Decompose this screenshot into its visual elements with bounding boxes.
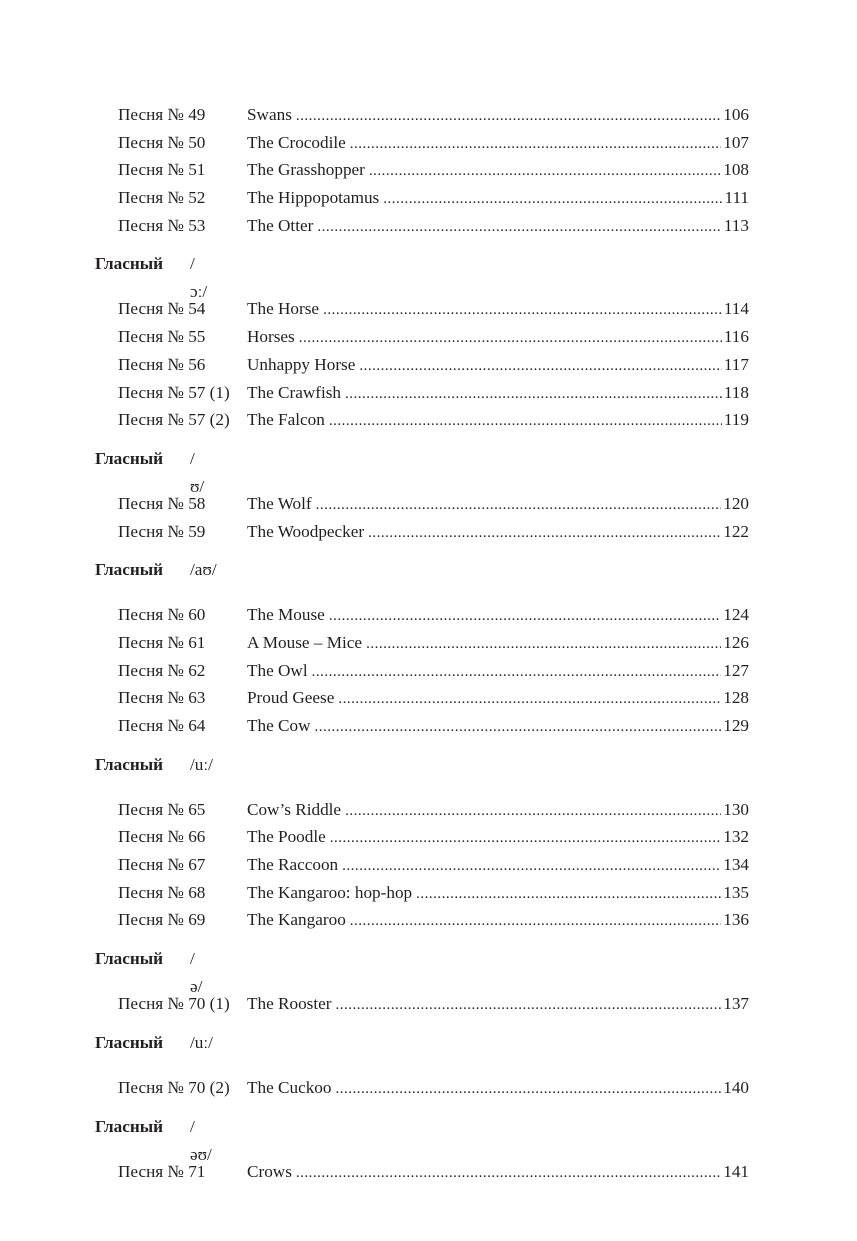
song-title: The Woodpecker [247,521,365,541]
page-number: 113 [723,215,749,235]
song-title: Crows [247,1161,292,1181]
dot-leader [323,297,722,325]
dot-leader [317,214,722,242]
page-number: 136 [723,910,749,930]
dot-leader [345,381,722,409]
song-number: Песня № 54 [118,299,206,319]
title-line [247,906,749,936]
section-heading-text: Гласный /ʊ/ [95,448,205,496]
title-line [247,212,749,242]
title-line [247,601,749,631]
title-line [247,295,749,325]
dot-leader [329,603,721,631]
toc-entry[interactable] [0,351,857,379]
dot-leader [368,520,721,548]
dot-leader [342,853,721,881]
toc-entry[interactable] [0,1074,857,1102]
page-number: 117 [723,354,749,374]
song-title: The Crawfish [247,382,342,402]
title-line [247,379,749,409]
song-title: The Kangaroo: hop-hop [247,882,413,902]
section-heading-text: Гласный /ə/ [95,949,203,997]
toc-entry[interactable] [0,796,857,824]
song-title: The Otter [247,215,314,235]
song-title: The Owl [247,660,308,680]
song-title: Unhappy Horse [247,354,356,374]
song-number: Песня № 57 (2) [118,410,230,430]
dot-leader [316,492,722,520]
section-heading [0,250,857,302]
page-number: 135 [723,882,749,902]
song-number: Песня № 58 [118,493,206,513]
page-number: 132 [723,827,749,847]
song-number: Песня № 52 [118,188,206,208]
title-line [247,129,749,159]
section-heading-text: Гласный /uː/ [95,1032,213,1052]
dot-leader [345,798,721,826]
song-number: Песня № 55 [118,327,206,347]
song-number: Песня № 70 (1) [118,994,230,1014]
title-line [247,1158,749,1188]
title-line [247,490,749,520]
toc-entry[interactable] [0,212,857,240]
toc-entry[interactable] [0,712,857,740]
song-number: Песня № 70 (2) [118,1077,230,1097]
song-number: Песня № 67 [118,855,206,875]
dot-leader [312,659,722,687]
song-title: The Raccoon [247,855,339,875]
title-line [247,796,749,826]
toc-entry[interactable] [0,879,857,907]
toc-entry[interactable] [0,823,857,851]
toc-entry[interactable] [0,406,857,434]
page-number: 119 [723,410,749,430]
section-heading [0,556,857,601]
song-number: Песня № 63 [118,688,206,708]
toc-entry[interactable] [0,295,857,323]
title-line [247,684,749,714]
page-number: 128 [723,688,749,708]
song-number: Песня № 68 [118,882,206,902]
song-number: Песня № 57 (1) [118,382,230,402]
page-number: 137 [723,994,749,1014]
song-number: Песня № 64 [118,716,206,735]
toc-entry[interactable] [0,629,857,657]
song-title: The Mouse [247,605,325,625]
section-heading-text: Гласный /aʊ/ [95,560,217,580]
dot-leader [296,103,721,131]
title-line [247,879,749,909]
toc-entry[interactable] [0,323,857,351]
title-line [247,184,749,214]
page-number: 134 [723,855,749,875]
dot-leader [359,353,721,381]
page-number: 116 [723,327,749,347]
song-title: The Rooster [247,994,332,1014]
title-line [247,823,749,853]
page-number: 107 [723,132,749,152]
title-line [247,657,749,687]
song-number: Песня № 69 [118,910,206,930]
toc-entry[interactable] [0,156,857,184]
title-line [247,518,749,548]
toc-entry[interactable] [0,379,857,407]
song-title: A Mouse – Mice [247,632,363,652]
toc-entry[interactable] [0,990,857,1018]
toc-entry[interactable] [0,184,857,212]
dot-leader [366,631,721,659]
page-number: 114 [723,299,749,319]
toc-entry[interactable] [0,1158,857,1186]
title-line [247,323,749,353]
section-heading-text: Гласный /əʊ/ [95,1116,212,1164]
song-title: The Kangaroo [247,910,346,930]
section-heading [0,945,857,997]
title-line [247,351,749,381]
toc-entry[interactable] [0,101,857,129]
song-number: Песня № 60 [118,605,206,625]
title-line [247,851,749,881]
dot-leader [338,686,721,714]
dot-leader [416,881,721,909]
song-title: Horses [247,327,295,347]
toc-entry[interactable] [0,851,857,879]
toc-entry[interactable] [0,684,857,712]
page-number: 141 [723,1161,749,1181]
dot-leader [330,825,721,853]
title-line [247,990,749,1020]
song-title: The Falcon [247,410,325,430]
song-number: Песня № 71 [118,1161,206,1181]
song-number: Песня № 65 [118,799,206,819]
song-title: The Hippopotamus [247,188,380,208]
page-number: 124 [723,605,749,625]
dot-leader [350,908,721,936]
song-number: Песня № 53 [118,215,206,235]
page-number: 108 [723,160,749,180]
section-heading [0,751,857,796]
song-number: Песня № 66 [118,827,206,847]
page-number: 122 [723,521,749,541]
section-heading-text: Гласный /uː/ [95,754,213,774]
dot-leader [336,1076,722,1104]
section-heading [0,1029,857,1074]
song-number: Песня № 51 [118,160,206,180]
title-line [247,629,749,659]
page-number: 111 [724,188,749,208]
title-line [247,101,749,131]
song-title: The Horse [247,299,320,319]
table-of-contents [0,101,857,1185]
title-line [247,156,749,186]
page-number: 140 [723,1077,749,1097]
dot-leader [336,992,722,1020]
section-heading-text: Гласный /ɔː/ [95,254,208,302]
dot-leader [315,714,722,742]
section-heading [0,1113,857,1164]
toc-entry[interactable] [0,906,857,934]
song-title: Cow’s Riddle [247,799,342,819]
title-line [247,1074,749,1104]
page-number: 130 [723,799,749,819]
page-number: 126 [723,632,749,652]
dot-leader [329,408,722,436]
song-number: Песня № 56 [118,354,206,374]
song-title: The Cow [247,716,311,735]
song-title: The Wolf [247,493,312,513]
page-number: 118 [723,382,749,402]
toc-entry[interactable] [0,490,857,518]
section-heading [0,445,857,496]
toc-entry[interactable] [0,518,857,546]
page-number: 129 [723,716,749,735]
dot-leader [296,1160,721,1188]
toc-entry[interactable] [0,657,857,685]
song-title: Swans [247,105,292,124]
toc-entry[interactable] [0,129,857,157]
page-number: 120 [723,493,749,513]
song-number: Песня № 61 [118,632,206,652]
page-number: 106 [723,105,749,124]
dot-leader [383,186,722,214]
title-line [247,712,749,742]
song-title: The Crocodile [247,132,346,152]
toc-entry[interactable] [0,601,857,629]
song-title: Proud Geese [247,688,335,708]
song-number: Песня № 62 [118,660,206,680]
song-title: The Grasshopper [247,160,365,180]
dot-leader [299,325,722,353]
song-title: The Cuckoo [247,1077,332,1097]
title-line [247,406,749,436]
song-number: Песня № 50 [118,132,206,152]
page-number: 127 [723,660,749,680]
song-title: The Poodle [247,827,326,847]
dot-leader [369,158,721,186]
song-number: Песня № 49 [118,105,206,124]
dot-leader [350,131,721,159]
song-number: Песня № 59 [118,521,206,541]
